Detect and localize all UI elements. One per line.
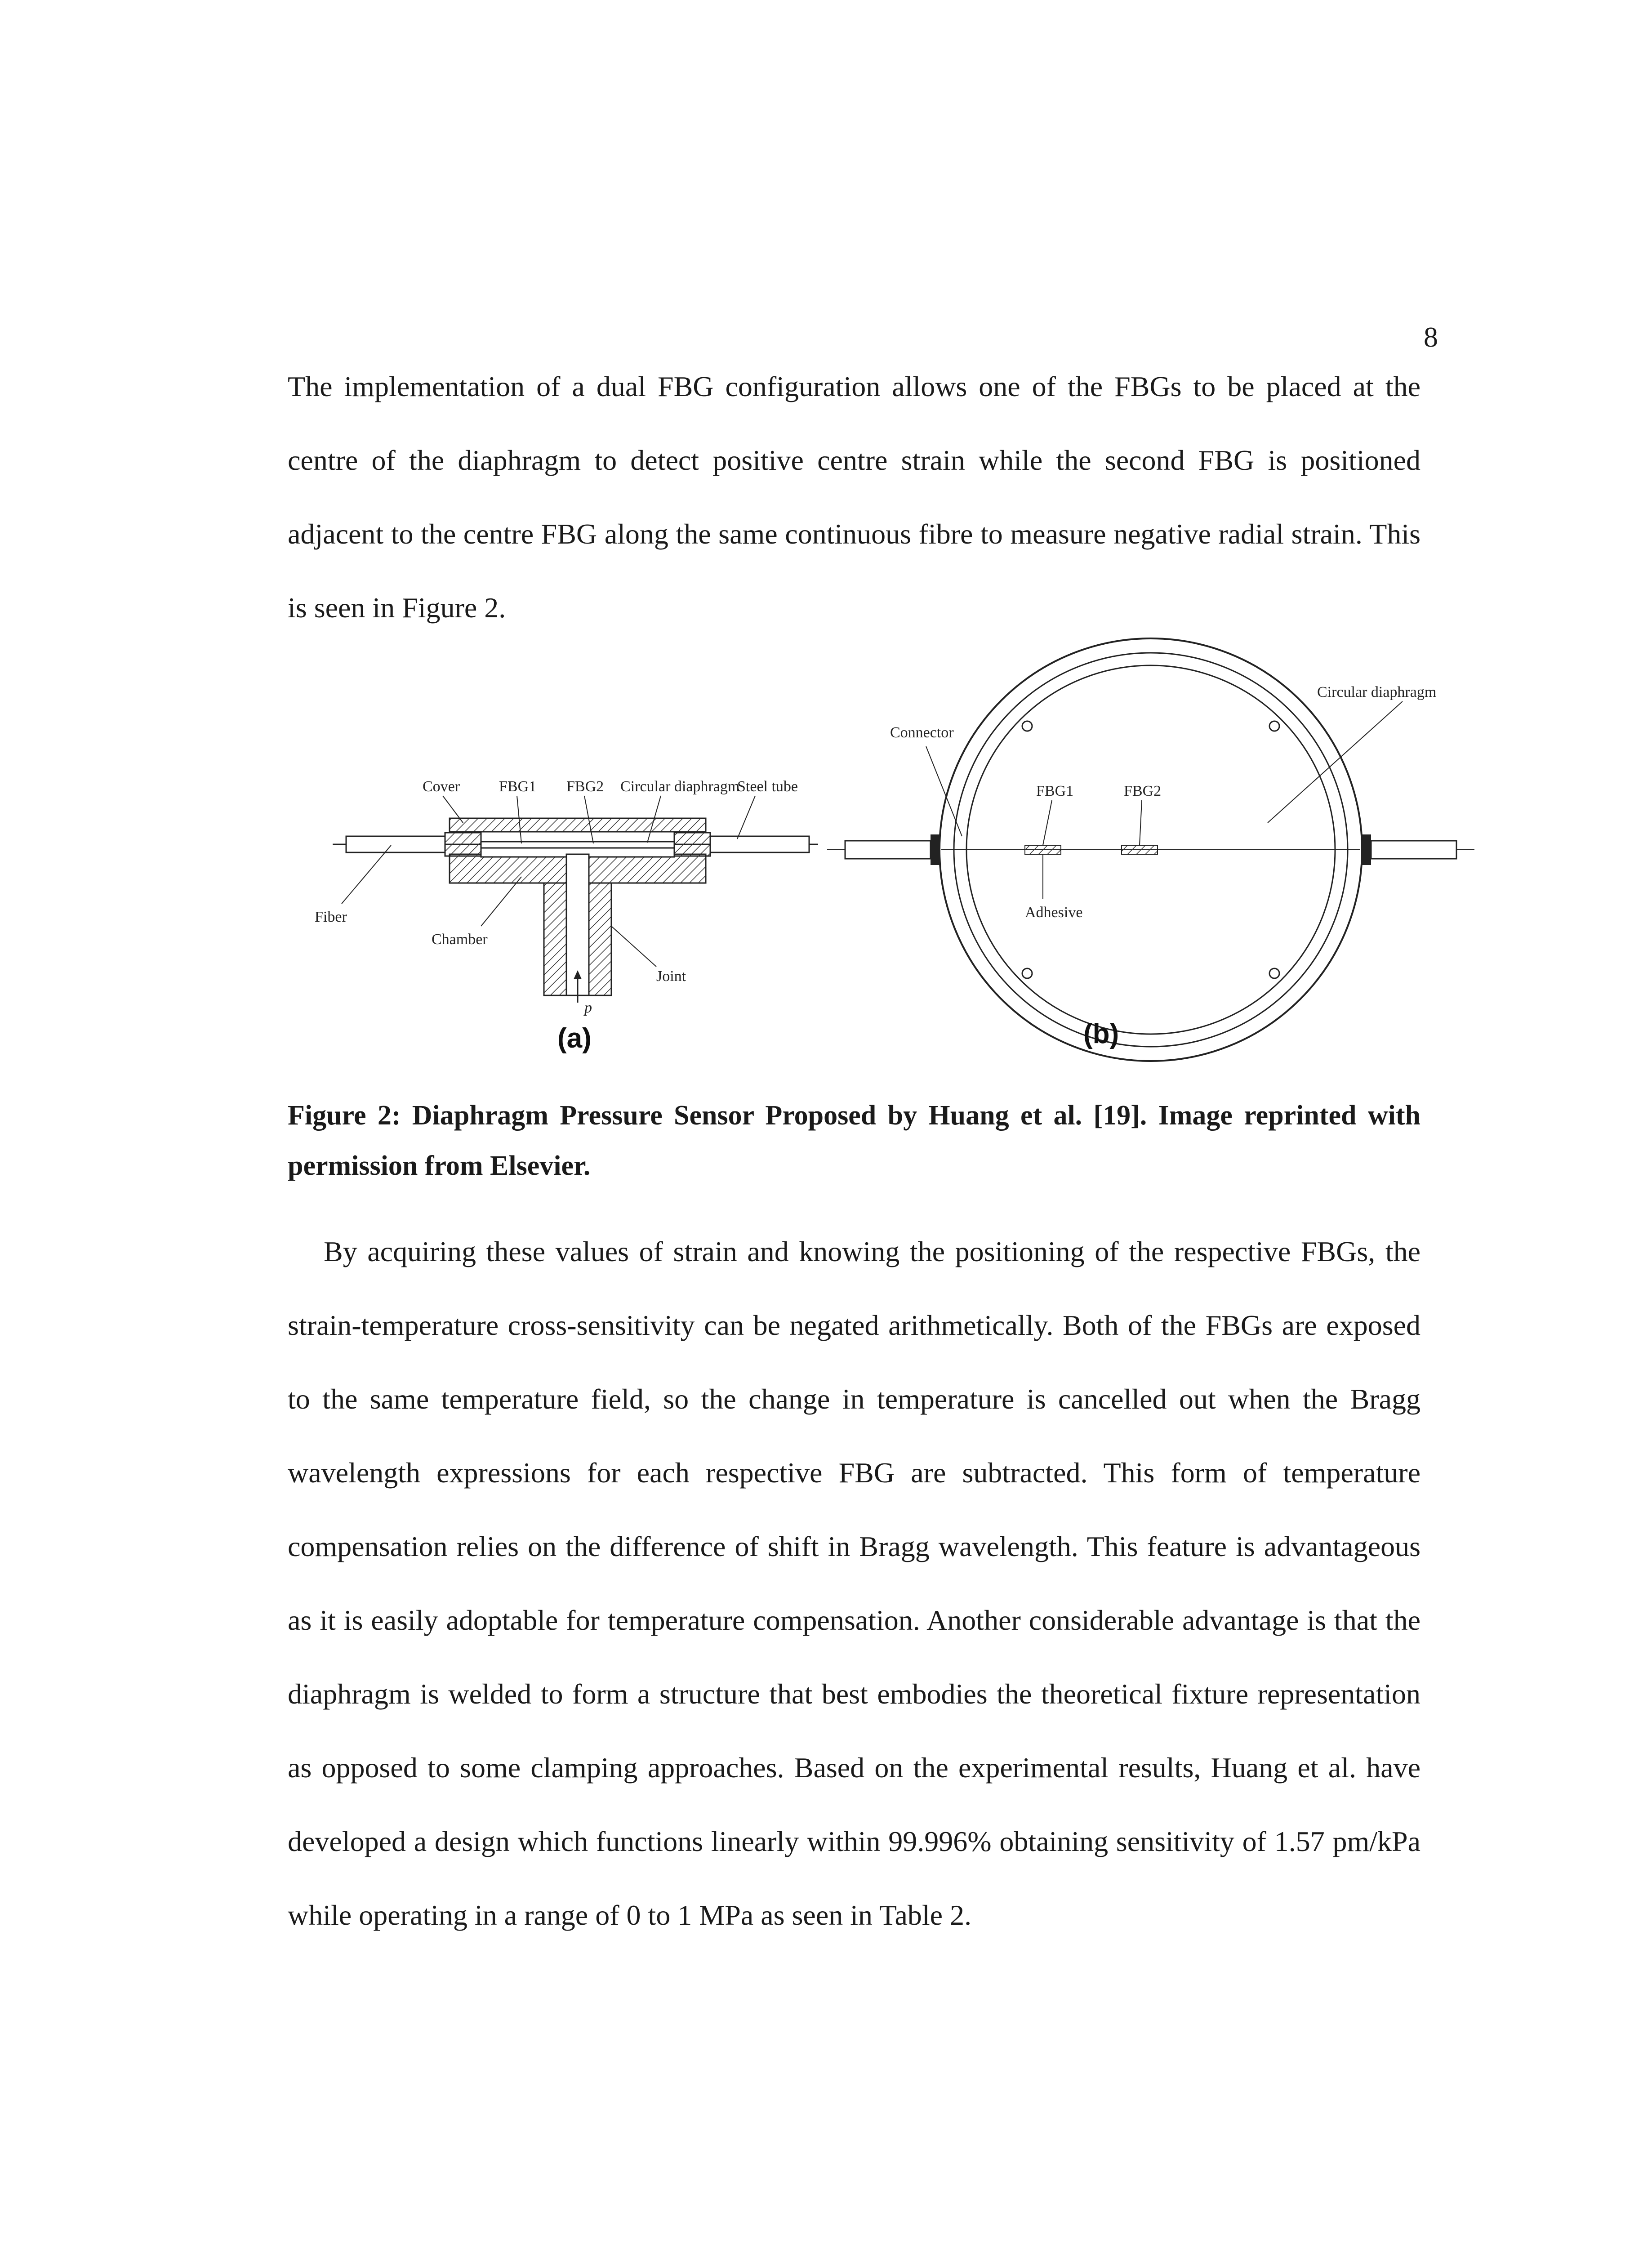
- label-fbg1-b: FBG1: [1036, 783, 1074, 799]
- label-joint: Joint: [656, 968, 686, 985]
- panel-b-label: (b): [1083, 1018, 1119, 1049]
- label-fbg2-a: FBG2: [566, 778, 604, 795]
- label-cover: Cover: [423, 778, 460, 795]
- label-fbg2-b: FBG2: [1124, 783, 1162, 799]
- page-number: 8: [1424, 321, 1438, 353]
- panel-a-cross-section: [315, 778, 818, 1054]
- diaphragm-sensor-drawing: [288, 684, 1437, 1070]
- figure-2: [288, 684, 1437, 1070]
- label-fiber: Fiber: [315, 909, 347, 925]
- label-chamber: Chamber: [432, 931, 488, 948]
- label-adhesive: Adhesive: [1025, 904, 1083, 921]
- figure-caption: Figure 2: Diaphragm Pressure Sensor Proposed by Huang et al. [19]. Image reprinted with permission from Elsevier.: [288, 1100, 1420, 1181]
- label-pressure: p: [584, 999, 592, 1016]
- panel-a-label: (a): [557, 1023, 592, 1054]
- label-fbg1-a: FBG1: [499, 778, 537, 795]
- label-circular-diaphragm-a: Circular diaphragm: [620, 778, 740, 795]
- label-connector: Connector: [890, 724, 954, 741]
- label-steel-tube: Steel tube: [737, 778, 798, 795]
- body-paragraph: The implementation of a dual FBG configuration allows one of the FBGs to be placed at the centre of the diaphragm to detect positive centre strain while the second FBG is positioned adjacent to the centre FBG along the same continuous fibre to measure negative radial strain. This is seen in Figure 2.: [288, 370, 1420, 624]
- panel-b-top-view: [827, 638, 1474, 1061]
- body-paragraph: By acquiring these values of strain and knowing the positioning of the respective FBGs, the strain-temperature cross-sensitivity can be negated arithmetically. Both of the FBGs are exposed to the same temperature field, so the change in temperature is cancelled out when the Bragg wavelength expressions for each respective FBG are subtracted. This form of temperature compensation relies on the difference of shift in Bragg wavelength. This feature is advantageous as it is easily adoptable for temperature compensation. Another considerable advantage is that the diaphragm is welded to form a structure that best embodies the theoretical fixture representation as opposed to some clamping approaches. Based on the experimental results, Huang et al. have developed a design which functions linearly within 99.996% obtaining sensitivity of 1.57 pm/kPa while operating in a range of 0 to 1 MPa as seen in Table 2.: [288, 1236, 1420, 1931]
- label-circular-diaphragm-b: Circular diaphragm: [1317, 684, 1437, 700]
